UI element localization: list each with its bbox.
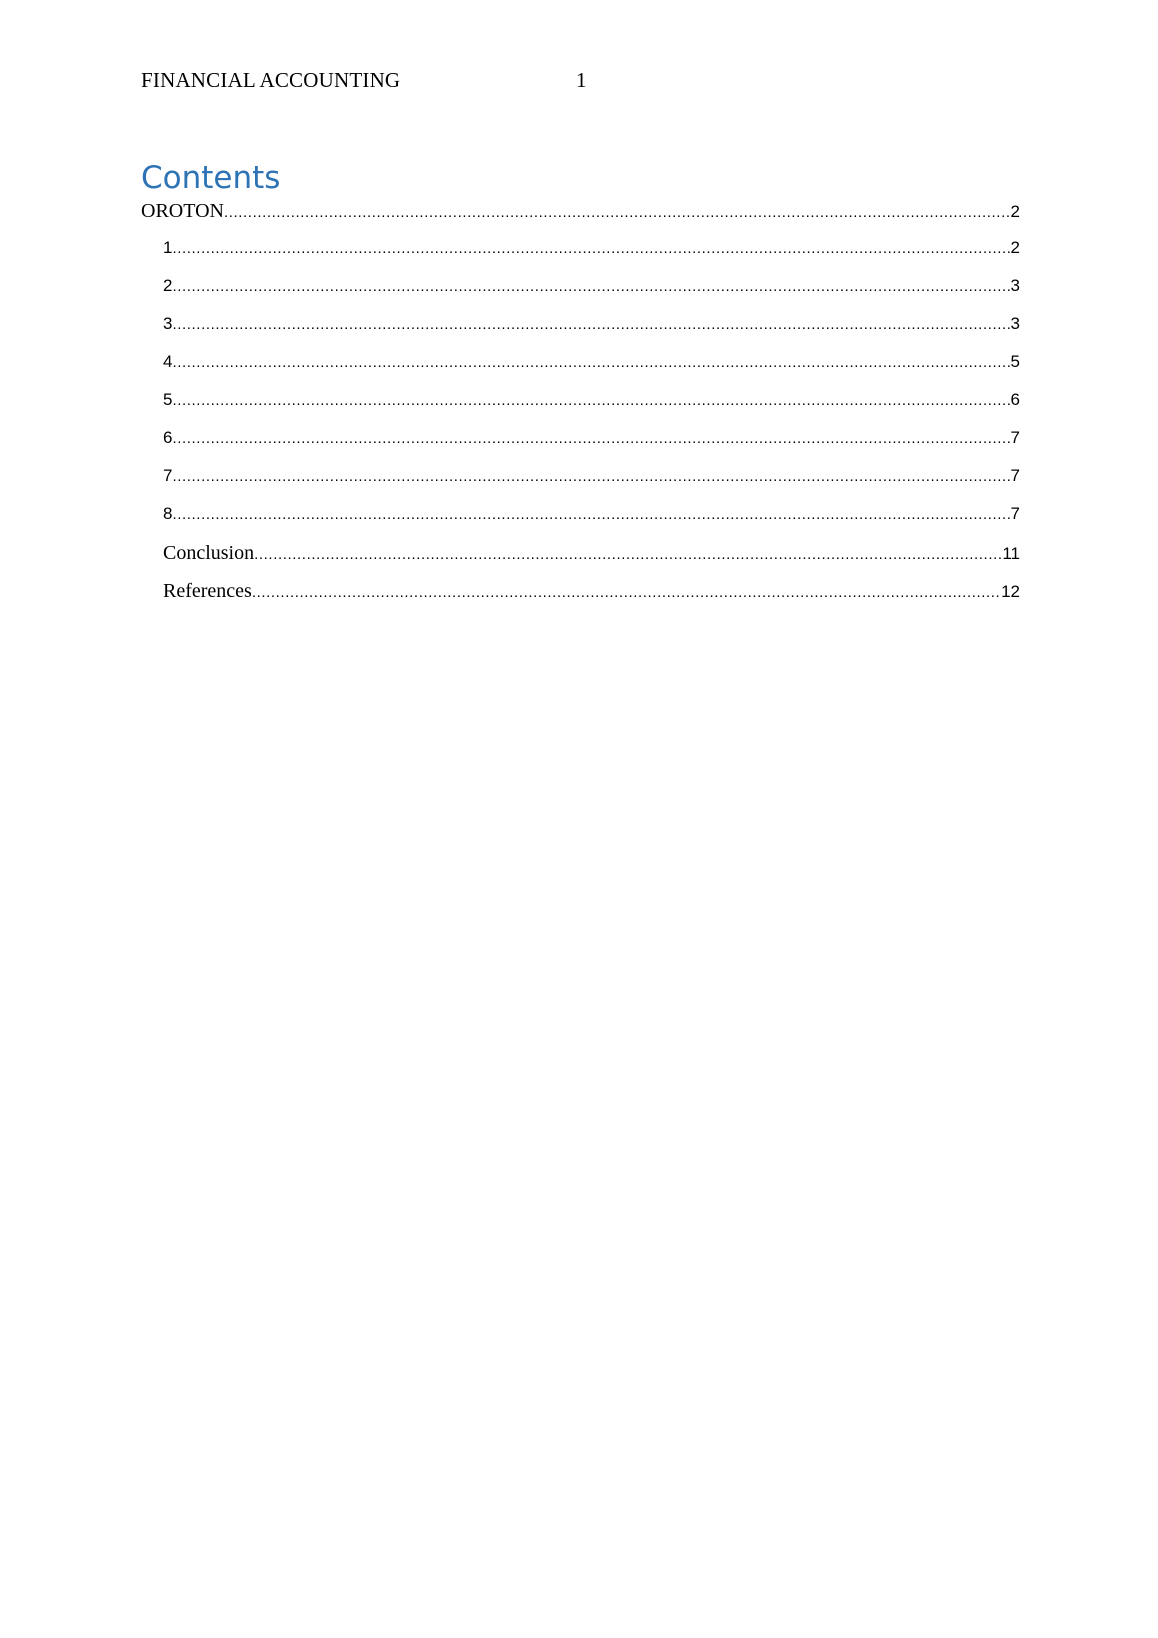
toc-entry-page: 7 bbox=[1010, 428, 1020, 447]
toc-entry-page: 3 bbox=[1010, 314, 1020, 333]
toc-leader-dots bbox=[172, 316, 1009, 333]
toc-leader-dots bbox=[252, 584, 1000, 601]
toc-entry-label: 6 bbox=[163, 428, 173, 447]
toc-entry-references[interactable] bbox=[163, 580, 1020, 608]
toc-leader-dots bbox=[172, 506, 1009, 523]
running-header-title: FINANCIAL ACCOUNTING bbox=[141, 68, 401, 92]
toc-entry-label: 4 bbox=[163, 352, 173, 371]
toc-leader-dots bbox=[172, 468, 1009, 485]
toc-entry-label: 2 bbox=[163, 276, 173, 295]
toc-entry-label: References bbox=[163, 580, 252, 602]
toc-entry-page: 11 bbox=[1002, 544, 1020, 563]
toc-heading: Contents bbox=[141, 160, 281, 196]
toc-entry-label: Conclusion bbox=[163, 542, 255, 564]
toc-entry-6[interactable] bbox=[163, 428, 1020, 456]
toc-leader-dots bbox=[172, 430, 1009, 447]
toc-entry-page: 12 bbox=[1001, 582, 1020, 601]
toc-leader-dots bbox=[172, 392, 1009, 409]
toc-entry-conclusion[interactable] bbox=[163, 542, 1020, 570]
toc-entry-page: 6 bbox=[1010, 390, 1020, 409]
toc-entry-page: 2 bbox=[1010, 202, 1020, 221]
toc-entry-label: 3 bbox=[163, 314, 173, 333]
toc-leader-dots bbox=[254, 546, 1001, 563]
toc-entry-page: 5 bbox=[1010, 352, 1020, 371]
toc-entry-page: 3 bbox=[1010, 276, 1020, 295]
toc-entry-label: OROTON bbox=[141, 200, 224, 222]
toc-entry-page: 7 bbox=[1010, 466, 1020, 485]
toc-entry-label: 1 bbox=[163, 238, 173, 257]
toc-entry-7[interactable] bbox=[163, 466, 1020, 494]
toc-leader-dots bbox=[224, 204, 1010, 221]
toc-entry-1[interactable] bbox=[163, 238, 1020, 266]
toc-entry-oroton[interactable] bbox=[141, 200, 1020, 228]
toc-entry-3[interactable] bbox=[163, 314, 1020, 342]
toc-entry-2[interactable] bbox=[163, 276, 1020, 304]
toc-entry-5[interactable] bbox=[163, 390, 1020, 418]
header-page-number: 1 bbox=[576, 68, 587, 92]
toc-entry-label: 5 bbox=[163, 390, 173, 409]
toc-entry-8[interactable] bbox=[163, 504, 1020, 532]
toc-leader-dots bbox=[172, 240, 1009, 257]
toc-entry-page: 7 bbox=[1010, 504, 1020, 523]
toc-entry-label: 7 bbox=[163, 466, 173, 485]
toc-leader-dots bbox=[172, 278, 1009, 295]
toc-entry-page: 2 bbox=[1010, 238, 1020, 257]
toc-entry-4[interactable] bbox=[163, 352, 1020, 380]
toc-entry-label: 8 bbox=[163, 504, 173, 523]
toc-leader-dots bbox=[172, 354, 1009, 371]
